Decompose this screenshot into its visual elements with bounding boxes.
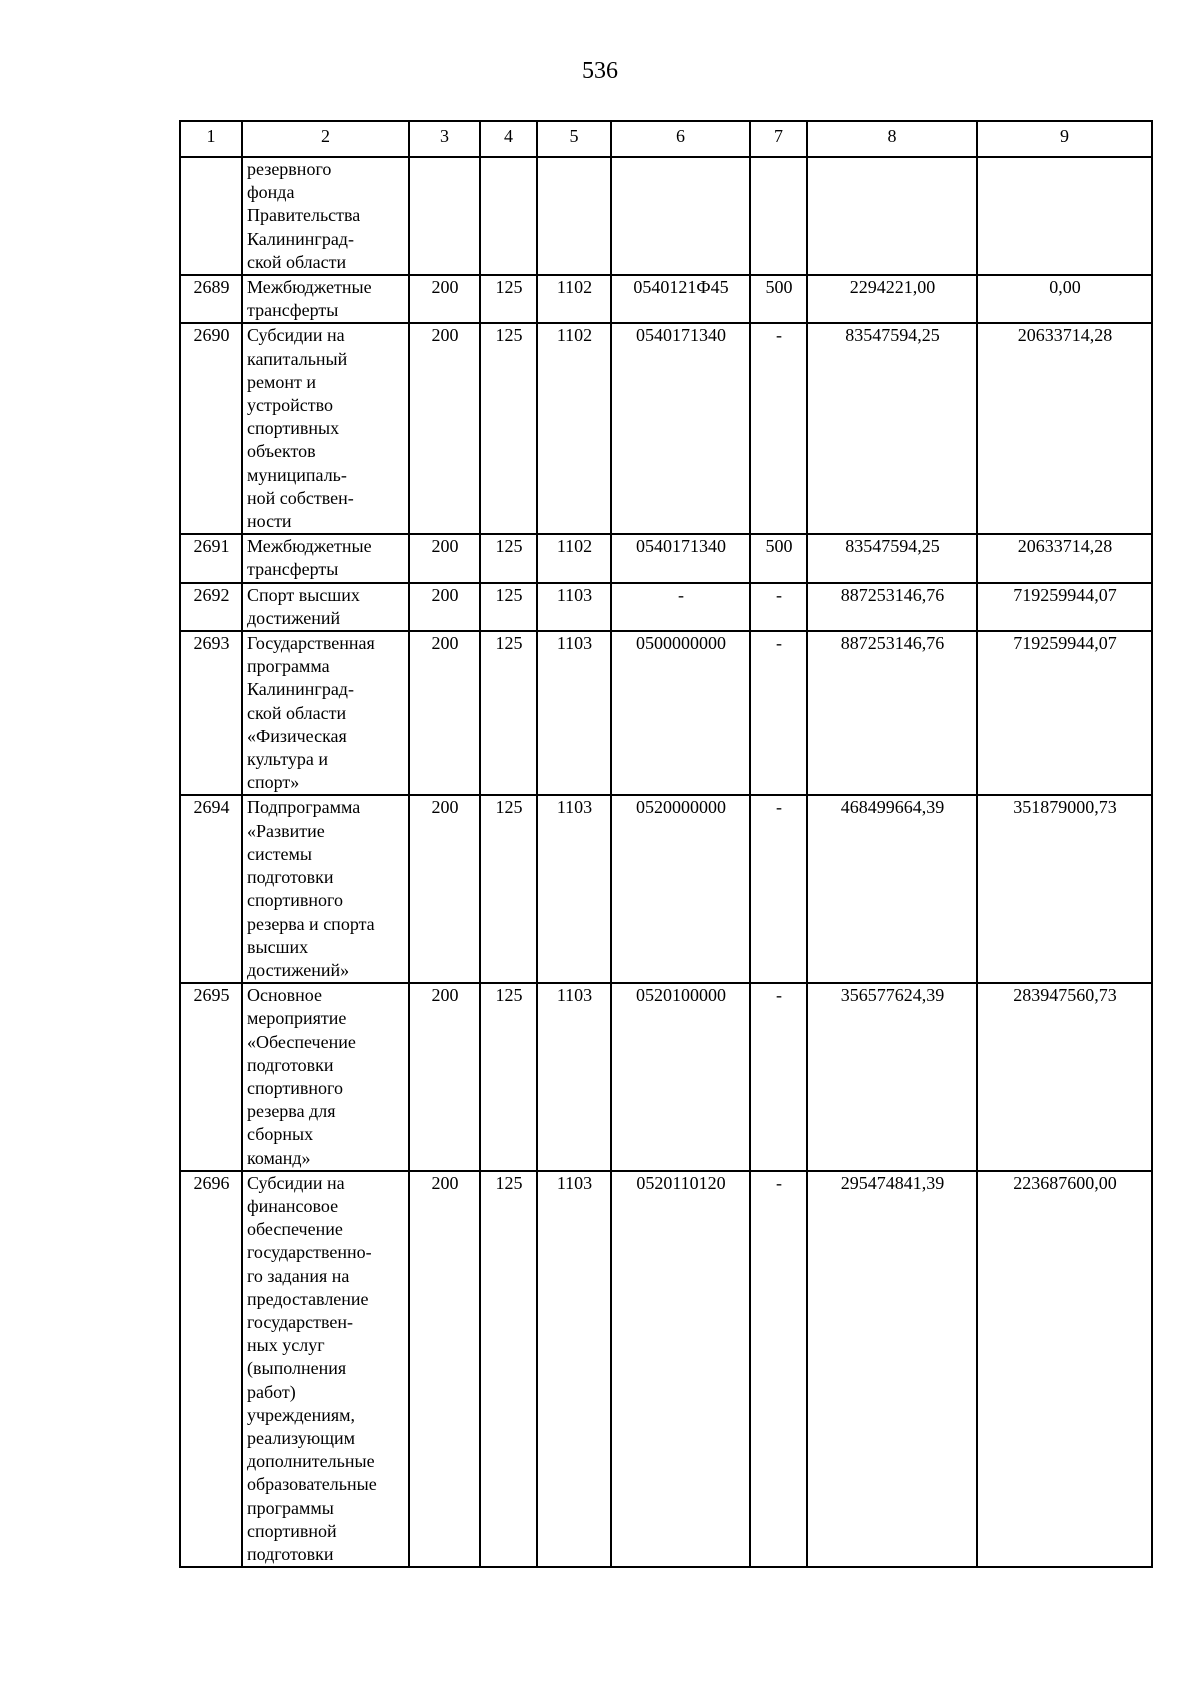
item-name-line: высших xyxy=(247,936,309,957)
item-name-line: Межбюджетные xyxy=(247,277,372,298)
item-name-line: ных услуг xyxy=(247,1335,325,1356)
table-row xyxy=(180,983,1152,1171)
col-header: 6 xyxy=(611,121,750,157)
item-name-line: Государственная xyxy=(247,633,375,654)
target-article-cell: 0520000000 xyxy=(611,795,750,983)
department-code-cell: 125 xyxy=(480,795,537,983)
table-row xyxy=(180,1171,1152,1567)
table-row xyxy=(180,631,1152,795)
item-name-line: подготовки xyxy=(247,1543,334,1564)
item-name-line: Правительства xyxy=(247,205,361,226)
amount-year-1-cell: 83547594,25 xyxy=(807,534,977,582)
item-name-line: «Физическая xyxy=(247,725,347,746)
ministry-code-cell: 200 xyxy=(409,631,480,795)
expense-type-cell: 500 xyxy=(750,534,807,582)
department-code-cell: 125 xyxy=(480,275,537,323)
budget-table xyxy=(179,120,1153,1568)
ministry-code-cell: 200 xyxy=(409,323,480,534)
item-name-line: (выполнения xyxy=(247,1358,347,1379)
amount-year-1-cell: 887253146,76 xyxy=(807,583,977,631)
item-name-cell xyxy=(242,323,409,534)
expense-type-cell xyxy=(750,157,807,275)
page-number: 536 xyxy=(582,58,618,84)
department-code-cell xyxy=(480,157,537,275)
item-name-line: спортивного xyxy=(247,1077,343,1098)
item-name-line: достижений xyxy=(247,607,341,628)
item-name-cell xyxy=(242,534,409,582)
item-name-line: Субсидии на xyxy=(247,1172,345,1193)
item-name-line: ремонт и xyxy=(247,371,317,392)
col-header: 2 xyxy=(242,121,409,157)
item-name-line: образовательные xyxy=(247,1474,377,1495)
item-name-line: Подпрограмма xyxy=(247,797,361,818)
amount-year-2-cell: 223687600,00 xyxy=(977,1171,1152,1567)
table-row xyxy=(180,157,1152,275)
expense-type-cell: - xyxy=(750,1171,807,1567)
item-name-line: Спорт высших xyxy=(247,584,360,605)
item-name-cell xyxy=(242,157,409,275)
row-number-cell: 2689 xyxy=(180,275,242,323)
ministry-code-cell: 200 xyxy=(409,983,480,1171)
table-row xyxy=(180,795,1152,983)
item-name-line: го задания на xyxy=(247,1265,350,1286)
department-code-cell: 125 xyxy=(480,1171,537,1567)
item-name-line: программы xyxy=(247,1497,334,1518)
amount-year-2-cell: 20633714,28 xyxy=(977,323,1152,534)
item-name-line: финансовое xyxy=(247,1195,339,1216)
item-name-line: государствен- xyxy=(247,1311,354,1332)
section-code-cell: 1103 xyxy=(537,795,611,983)
item-name-cell xyxy=(242,631,409,795)
item-name-line: объектов xyxy=(247,441,316,462)
expense-type-cell: - xyxy=(750,323,807,534)
section-code-cell: 1102 xyxy=(537,323,611,534)
target-article-cell: 0520110120 xyxy=(611,1171,750,1567)
table-row xyxy=(180,583,1152,631)
ministry-code-cell: 200 xyxy=(409,1171,480,1567)
section-code-cell: 1102 xyxy=(537,275,611,323)
table-row xyxy=(180,534,1152,582)
item-name-line: обеспечение xyxy=(247,1219,343,1240)
item-name-line: системы xyxy=(247,843,312,864)
item-name-line: сборных xyxy=(247,1124,314,1145)
target-article-cell: - xyxy=(611,583,750,631)
item-name-cell xyxy=(242,795,409,983)
item-name-cell xyxy=(242,275,409,323)
expense-type-cell: - xyxy=(750,583,807,631)
item-name-line: резервного xyxy=(247,159,332,179)
section-code-cell: 1103 xyxy=(537,583,611,631)
item-name-line: «Развитие xyxy=(247,820,325,841)
amount-year-2-cell: 283947560,73 xyxy=(977,983,1152,1171)
item-name-line: дополнительные xyxy=(247,1451,375,1472)
amount-year-2-cell xyxy=(977,157,1152,275)
row-number-cell: 2690 xyxy=(180,323,242,534)
amount-year-2-cell: 719259944,07 xyxy=(977,583,1152,631)
row-number-cell: 2692 xyxy=(180,583,242,631)
item-name-line: резерва для xyxy=(247,1101,336,1122)
item-name-line: работ) xyxy=(247,1381,296,1402)
item-name-line: спорт» xyxy=(247,772,300,793)
ministry-code-cell: 200 xyxy=(409,583,480,631)
amount-year-1-cell: 83547594,25 xyxy=(807,323,977,534)
item-name-line: муниципаль- xyxy=(247,464,347,485)
item-name-line: подготовки xyxy=(247,1054,334,1075)
department-code-cell: 125 xyxy=(480,534,537,582)
item-name-line: спортивных xyxy=(247,418,340,439)
target-article-cell: 0540171340 xyxy=(611,323,750,534)
ministry-code-cell: 200 xyxy=(409,795,480,983)
item-name-cell xyxy=(242,983,409,1171)
row-number-cell: 2696 xyxy=(180,1171,242,1567)
item-name-line: Основное xyxy=(247,985,322,1006)
item-name-line: фонда xyxy=(247,182,295,203)
row-number-cell: 2695 xyxy=(180,983,242,1171)
ministry-code-cell xyxy=(409,157,480,275)
item-name-line: культура и xyxy=(247,749,328,770)
amount-year-2-cell: 351879000,73 xyxy=(977,795,1152,983)
col-header: 1 xyxy=(180,121,242,157)
item-name-line: спортивной xyxy=(247,1520,337,1541)
item-name-line: ской области xyxy=(247,251,347,272)
col-header: 5 xyxy=(537,121,611,157)
item-name-line: реализующим xyxy=(247,1427,356,1448)
table-row xyxy=(180,275,1152,323)
table-body xyxy=(180,157,1152,1567)
col-header: 7 xyxy=(750,121,807,157)
item-name-line: команд» xyxy=(247,1147,311,1168)
row-number-cell: 2693 xyxy=(180,631,242,795)
section-code-cell: 1103 xyxy=(537,631,611,795)
item-name-line: спортивного xyxy=(247,890,343,911)
item-name-line: достижений» xyxy=(247,959,350,980)
target-article-cell: 0540121Ф45 xyxy=(611,275,750,323)
item-name-cell xyxy=(242,583,409,631)
item-name-line: капитальный xyxy=(247,348,348,369)
item-name-line: трансферты xyxy=(247,559,339,580)
amount-year-2-cell: 719259944,07 xyxy=(977,631,1152,795)
department-code-cell: 125 xyxy=(480,583,537,631)
section-code-cell: 1103 xyxy=(537,983,611,1171)
expense-type-cell: - xyxy=(750,983,807,1171)
expense-type-cell: - xyxy=(750,631,807,795)
target-article-cell: 0500000000 xyxy=(611,631,750,795)
amount-year-1-cell: 2294221,00 xyxy=(807,275,977,323)
target-article-cell: 0520100000 xyxy=(611,983,750,1171)
expense-type-cell: 500 xyxy=(750,275,807,323)
item-name-line: подготовки xyxy=(247,867,334,888)
department-code-cell: 125 xyxy=(480,631,537,795)
amount-year-1-cell: 887253146,76 xyxy=(807,631,977,795)
section-code-cell: 1102 xyxy=(537,534,611,582)
amount-year-1-cell: 295474841,39 xyxy=(807,1171,977,1567)
item-name-line: Межбюджетные xyxy=(247,536,372,557)
item-name-line: резерва и спорта xyxy=(247,913,375,934)
expense-type-cell: - xyxy=(750,795,807,983)
item-name-line: «Обеспечение xyxy=(247,1031,356,1052)
row-number-cell: 2691 xyxy=(180,534,242,582)
row-number-cell xyxy=(180,157,242,275)
item-name-line: ной собствен- xyxy=(247,487,354,508)
item-name-line: ности xyxy=(247,511,292,532)
item-name-line: устройство xyxy=(247,395,333,416)
amount-year-1-cell xyxy=(807,157,977,275)
item-name-line: государственно- xyxy=(247,1242,372,1263)
department-code-cell: 125 xyxy=(480,323,537,534)
item-name-line: Субсидии на xyxy=(247,325,345,346)
amount-year-1-cell: 468499664,39 xyxy=(807,795,977,983)
section-code-cell: 1103 xyxy=(537,1171,611,1567)
col-header: 3 xyxy=(409,121,480,157)
item-name-line: предоставление xyxy=(247,1288,369,1309)
col-header: 8 xyxy=(807,121,977,157)
target-article-cell xyxy=(611,157,750,275)
amount-year-1-cell: 356577624,39 xyxy=(807,983,977,1171)
row-number-cell: 2694 xyxy=(180,795,242,983)
item-name-line: Калининград- xyxy=(247,679,354,700)
ministry-code-cell: 200 xyxy=(409,534,480,582)
amount-year-2-cell: 0,00 xyxy=(977,275,1152,323)
col-header: 9 xyxy=(977,121,1152,157)
table-row xyxy=(180,323,1152,534)
department-code-cell: 125 xyxy=(480,983,537,1171)
amount-year-2-cell: 20633714,28 xyxy=(977,534,1152,582)
item-name-line: трансферты xyxy=(247,300,339,321)
table-header-row xyxy=(180,121,1152,157)
item-name-line: ской области xyxy=(247,702,347,723)
col-header: 4 xyxy=(480,121,537,157)
target-article-cell: 0540171340 xyxy=(611,534,750,582)
ministry-code-cell: 200 xyxy=(409,275,480,323)
item-name-line: мероприятие xyxy=(247,1008,347,1029)
item-name-line: Калининград- xyxy=(247,228,354,249)
item-name-line: программа xyxy=(247,656,330,677)
section-code-cell xyxy=(537,157,611,275)
item-name-line: учреждениям, xyxy=(247,1404,356,1425)
item-name-cell xyxy=(242,1171,409,1567)
